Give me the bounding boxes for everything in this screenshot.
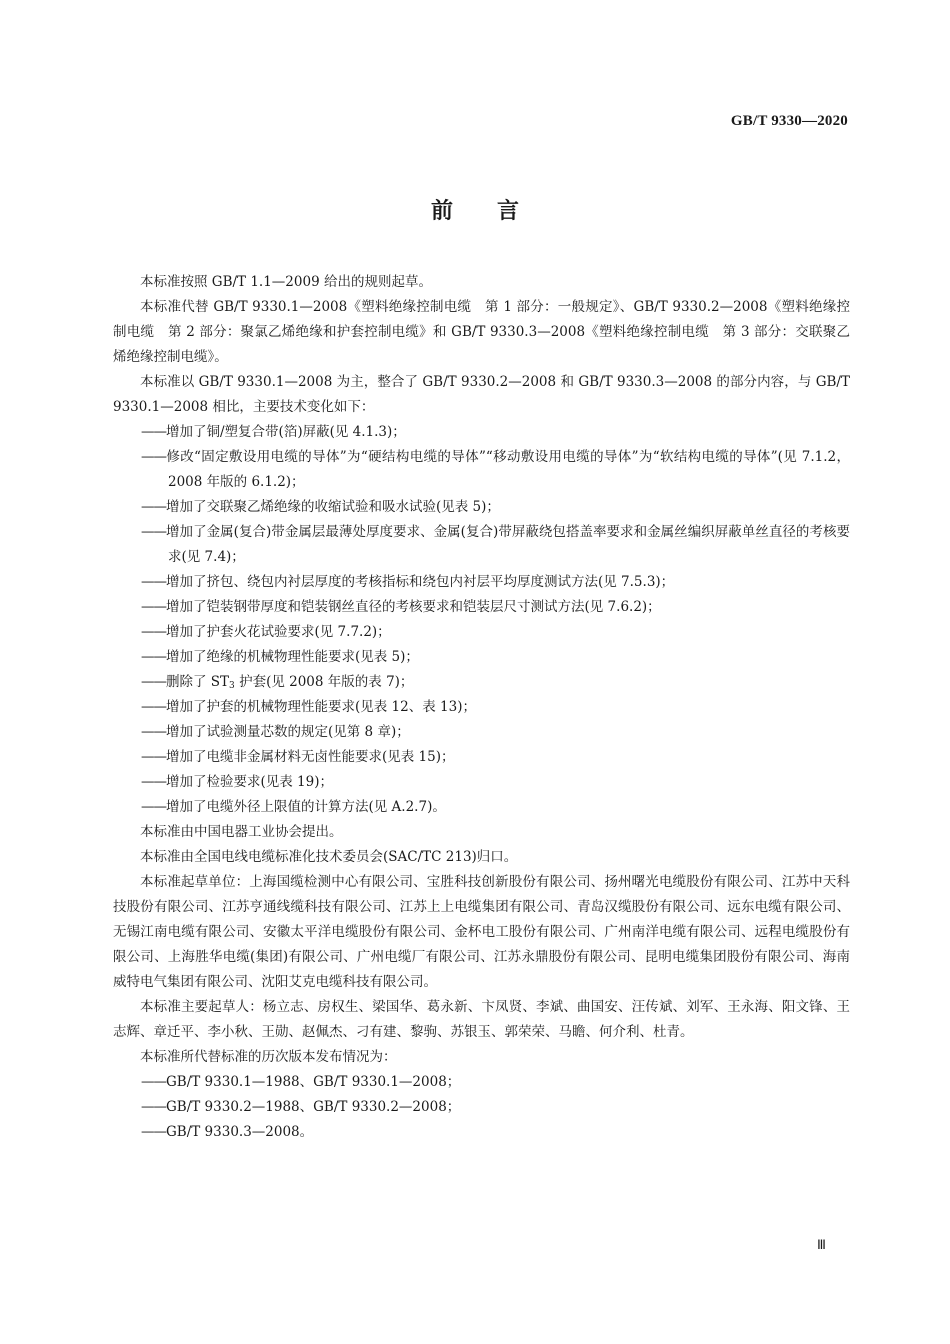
intro-paragraph: 本标准以 GB/T 9330.1—2008 为主，整合了 GB/T 9330.2—2008 和 GB/T 9330.3—2008 的部分内容，与 GB/T 9330.1—2008 相比，主要技术变化如下： [113,374,850,415]
committee-paragraph: 本标准由全国电线电缆标准化技术委员会(SAC/TC 213)归口。 [140,849,518,865]
drafters-paragraph: 本标准主要起草人：杨立志、房权生、梁国华、葛永新、卞凤贤、李斌、曲国安、汪传斌、刘军、王永海、阳文锋、王志辉、章迁平、李小秋、王勋、赵佩杰、刁有建、黎驹、苏银玉、郭荣荣、马瞻、何介利、杜青。 [113,999,850,1040]
change-item: ——增加了电缆外径上限值的计算方法(见 A.2.7)。 [141,799,446,815]
change-item: ——增加了护套的机械物理性能要求(见表 12、表 13)； [141,699,476,715]
change-item: ——增加了铠装钢带厚度和铠装钢丝直径的考核要求和铠装层尺寸测试方法(见 7.6.2)； [141,599,661,615]
change-item: ——修改“固定敷设用电缆的导体”为“硬结构电缆的导体”“移动敷设用电缆的导体”为“软结构电缆的导体”(见 7.1.2，2008 年版的 6.1.2)； [141,449,850,490]
changes-list [113,420,850,820]
intro-paragraph: 本标准代替 GB/T 9330.1—2008《塑料绝缘控制电缆 第 1 部分：一般规定》、GB/T 9330.2—2008《塑料绝缘控制电缆 第 2 部分：聚氯乙烯绝缘和护套控制电缆》和 GB/T 9330.3—2008《塑料绝缘控制电缆 第 3 部分：交联聚乙烯绝缘控制电缆》。 [113,299,850,365]
change-item-st3: ——删除了 $ST_3$ 护套(见 2008 年版的表 7)； [141,674,414,691]
change-item: ——增加了电缆非金属材料无卤性能要求(见表 15)； [141,749,455,765]
change-item: ——增加了绝缘的机械物理性能要求(见表 5)； [141,649,419,665]
title-char-2: 言 [497,199,520,224]
change-item: ——增加了试验测量芯数的规定(见第 8 章)； [141,724,410,740]
change-item: ——增加了检验要求(见表 19)； [141,774,334,790]
foreword-content [113,270,850,1145]
history-item: ——GB/T 9330.3—2008。 [141,1124,314,1140]
proposer-paragraph: 本标准由中国电器工业协会提出。 [140,824,343,840]
history-list [113,1070,850,1145]
change-item: ——增加了金属(复合)带金属层最薄处厚度要求、金属(复合)带屏蔽绕包搭盖率要求和金属丝编织屏蔽单丝直径的考核要求(见 7.4)； [141,524,850,565]
page-number: Ⅲ [817,1237,826,1252]
standard-code: GB/T 9330—2020 [730,113,848,129]
history-intro: 本标准所代替标准的历次版本发布情况为： [140,1049,397,1065]
history-item: ——GB/T 9330.1—1988、GB/T 9330.1—2008； [141,1074,461,1090]
intro-paragraph: 本标准按照 GB/T 1.1—2009 给出的规则起草。 [140,274,432,290]
change-item: ——增加了交联聚乙烯绝缘的收缩试验和吸水试验(见表 5)； [141,499,500,515]
page-title [0,194,950,225]
title-char-1: 前 [430,199,453,224]
change-item: ——增加了挤包、绕包内衬层厚度的考核指标和绕包内衬层平均厚度测试方法(见 7.5.3)； [141,574,675,590]
change-item: ——增加了铜/塑复合带(箔)屏蔽(见 4.1.3)； [141,424,406,440]
history-item: ——GB/T 9330.2—1988、GB/T 9330.2—2008； [141,1099,461,1115]
drafting-units-paragraph: 本标准起草单位：上海国缆检测中心有限公司、宝胜科技创新股份有限公司、扬州曙光电缆股份有限公司、江苏中天科技股份有限公司、江苏亨通线缆科技有限公司、江苏上上电缆集团有限公司、青岛汉缆股份有限公司、远东电缆有限公司、无锡江南电缆有限公司、安徽太平洋电缆股份有限公司、金杯电工股份有限公司、广州南洋电缆有限公司、远程电缆股份有限公司、上海胜华电缆(集团)有限公司、广州电缆厂有限公司、江苏永鼎股份有限公司、昆明电缆集团股份有限公司、海南威特电气集团有限公司、沈阳艾克电缆科技有限公司。 [113,874,850,990]
change-item: ——增加了护套火花试验要求(见 7.7.2)； [141,624,391,640]
